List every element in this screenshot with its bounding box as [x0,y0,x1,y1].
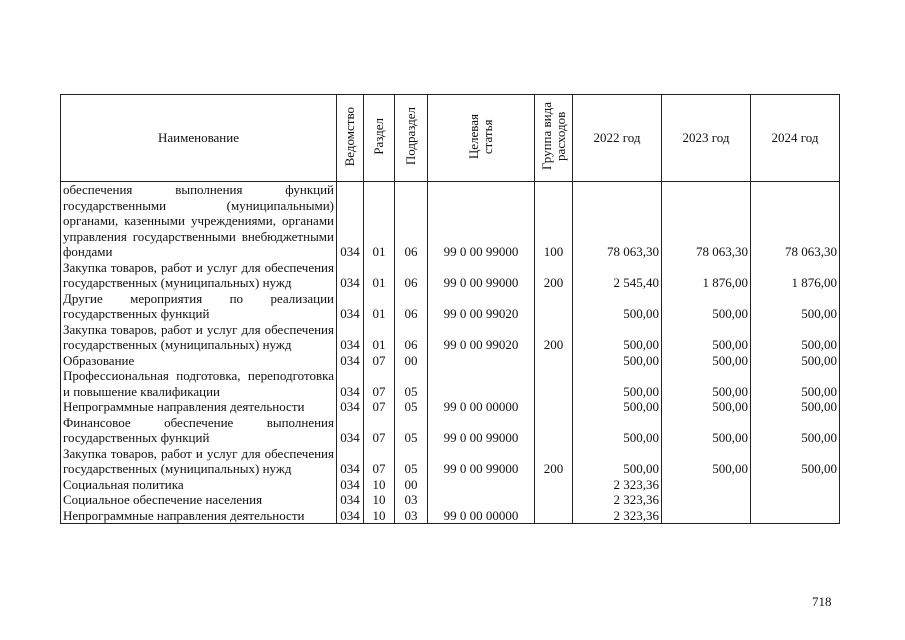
cell-name: Закупка товаров, работ и услуг для обеспечения государственных (муниципальных) нужд [61,260,337,291]
header-razdel: Раздел [364,95,395,182]
cell-2023: 500,00 [662,399,751,415]
cell-2022: 2 323,36 [573,492,662,508]
cell-2022: 500,00 [573,322,662,353]
cell-razdel: 07 [364,353,395,369]
header-celevaya-statya: Целевая статья [428,95,535,182]
cell-gruppa-vida: 100 [535,182,573,260]
table-body [61,182,840,524]
cell-podrazdel: 00 [395,477,428,493]
cell-2023: 500,00 [662,291,751,322]
cell-ved: 034 [337,508,364,524]
cell-celevaya-statya [428,353,535,369]
cell-2022: 500,00 [573,291,662,322]
cell-razdel: 07 [364,446,395,477]
cell-podrazdel: 05 [395,415,428,446]
header-ved: Ведомство [337,95,364,182]
cell-2023: 500,00 [662,322,751,353]
cell-2022: 2 323,36 [573,508,662,524]
cell-ved: 034 [337,368,364,399]
cell-2024: 78 063,30 [751,182,840,260]
cell-podrazdel: 06 [395,182,428,260]
cell-2022: 2 545,40 [573,260,662,291]
cell-2024 [751,492,840,508]
cell-razdel: 10 [364,492,395,508]
cell-name: Профессиональная подготовка, переподготовка и повышение квалификации [61,368,337,399]
cell-2024: 1 876,00 [751,260,840,291]
cell-2023: 500,00 [662,353,751,369]
table-row [61,415,840,446]
table-row [61,492,840,508]
cell-name: Закупка товаров, работ и услуг для обеспечения государственных (муниципальных) нужд [61,322,337,353]
cell-celevaya-statya: 99 0 00 99020 [428,322,535,353]
cell-podrazdel: 05 [395,368,428,399]
cell-ved: 034 [337,415,364,446]
header-2023: 2023 год [662,95,751,182]
cell-name: Образование [61,353,337,369]
cell-podrazdel: 00 [395,353,428,369]
cell-celevaya-statya: 99 0 00 99000 [428,415,535,446]
cell-gruppa-vida [535,508,573,524]
cell-2022: 500,00 [573,446,662,477]
cell-gruppa-vida [535,291,573,322]
cell-name: обеспечения выполнения функций государственными (муниципальными) органами, казенными учреждениями, органами управления государственными внебюджетными фондами [61,182,337,260]
header-2024: 2024 год [751,95,840,182]
cell-celevaya-statya: 99 0 00 00000 [428,508,535,524]
cell-gruppa-vida [535,477,573,493]
cell-razdel: 01 [364,182,395,260]
cell-gruppa-vida [535,368,573,399]
cell-podrazdel: 05 [395,399,428,415]
cell-ved: 034 [337,322,364,353]
cell-gruppa-vida [535,415,573,446]
header-2022: 2022 год [573,95,662,182]
cell-razdel: 01 [364,260,395,291]
cell-ved: 034 [337,260,364,291]
cell-2022: 500,00 [573,399,662,415]
cell-ved: 034 [337,492,364,508]
cell-ved: 034 [337,399,364,415]
cell-razdel: 07 [364,399,395,415]
cell-podrazdel: 06 [395,260,428,291]
cell-2023: 78 063,30 [662,182,751,260]
cell-razdel: 10 [364,508,395,524]
cell-2023 [662,477,751,493]
cell-podrazdel: 03 [395,492,428,508]
cell-2022: 78 063,30 [573,182,662,260]
cell-2024: 500,00 [751,446,840,477]
table-row [61,399,840,415]
table-row [61,260,840,291]
cell-razdel: 01 [364,291,395,322]
cell-razdel: 07 [364,368,395,399]
cell-celevaya-statya: 99 0 00 00000 [428,399,535,415]
cell-name: Закупка товаров, работ и услуг для обеспечения государственных (муниципальных) нужд [61,446,337,477]
cell-celevaya-statya [428,477,535,493]
cell-gruppa-vida: 200 [535,260,573,291]
cell-2023 [662,492,751,508]
header-name: Наименование [61,95,337,182]
cell-2022: 500,00 [573,415,662,446]
cell-gruppa-vida [535,353,573,369]
cell-name: Непрограммные направления деятельности [61,399,337,415]
table-row [61,477,840,493]
budget-table [60,94,840,524]
page-number: 718 [812,594,832,609]
cell-2023: 500,00 [662,368,751,399]
cell-name: Непрограммные направления деятельности [61,508,337,524]
cell-2023: 500,00 [662,446,751,477]
cell-celevaya-statya [428,368,535,399]
cell-razdel: 07 [364,415,395,446]
cell-2023: 1 876,00 [662,260,751,291]
cell-2024 [751,508,840,524]
table-row [61,182,840,260]
cell-celevaya-statya: 99 0 00 99000 [428,260,535,291]
table-row [61,446,840,477]
cell-2023 [662,508,751,524]
cell-2024: 500,00 [751,353,840,369]
cell-podrazdel: 06 [395,322,428,353]
cell-2024 [751,477,840,493]
table-row [61,322,840,353]
table-header-row [61,95,840,182]
cell-ved: 034 [337,446,364,477]
cell-2024: 500,00 [751,291,840,322]
cell-2024: 500,00 [751,322,840,353]
cell-ved: 034 [337,291,364,322]
cell-podrazdel: 06 [395,291,428,322]
cell-gruppa-vida [535,399,573,415]
cell-ved: 034 [337,182,364,260]
cell-razdel: 10 [364,477,395,493]
cell-ved: 034 [337,353,364,369]
table-row [61,508,840,524]
cell-celevaya-statya: 99 0 00 99000 [428,182,535,260]
cell-name: Социальная политика [61,477,337,493]
header-gruppa-vida: Группа вида расходов [535,95,573,182]
cell-razdel: 01 [364,322,395,353]
cell-podrazdel: 03 [395,508,428,524]
cell-2022: 500,00 [573,353,662,369]
header-podrazdel: Подраздел [395,95,428,182]
cell-2022: 2 323,36 [573,477,662,493]
cell-gruppa-vida: 200 [535,322,573,353]
cell-podrazdel: 05 [395,446,428,477]
cell-2023: 500,00 [662,415,751,446]
cell-celevaya-statya [428,492,535,508]
cell-2024: 500,00 [751,415,840,446]
cell-2022: 500,00 [573,368,662,399]
cell-name: Другие мероприятия по реализации государственных функций [61,291,337,322]
cell-gruppa-vida: 200 [535,446,573,477]
cell-gruppa-vida [535,492,573,508]
cell-celevaya-statya: 99 0 00 99020 [428,291,535,322]
cell-name: Социальное обеспечение населения [61,492,337,508]
cell-name: Финансовое обеспечение выполнения государственных функций [61,415,337,446]
cell-2024: 500,00 [751,368,840,399]
table-row [61,353,840,369]
cell-2024: 500,00 [751,399,840,415]
table-row [61,291,840,322]
cell-celevaya-statya: 99 0 00 99000 [428,446,535,477]
table-row [61,368,840,399]
cell-ved: 034 [337,477,364,493]
